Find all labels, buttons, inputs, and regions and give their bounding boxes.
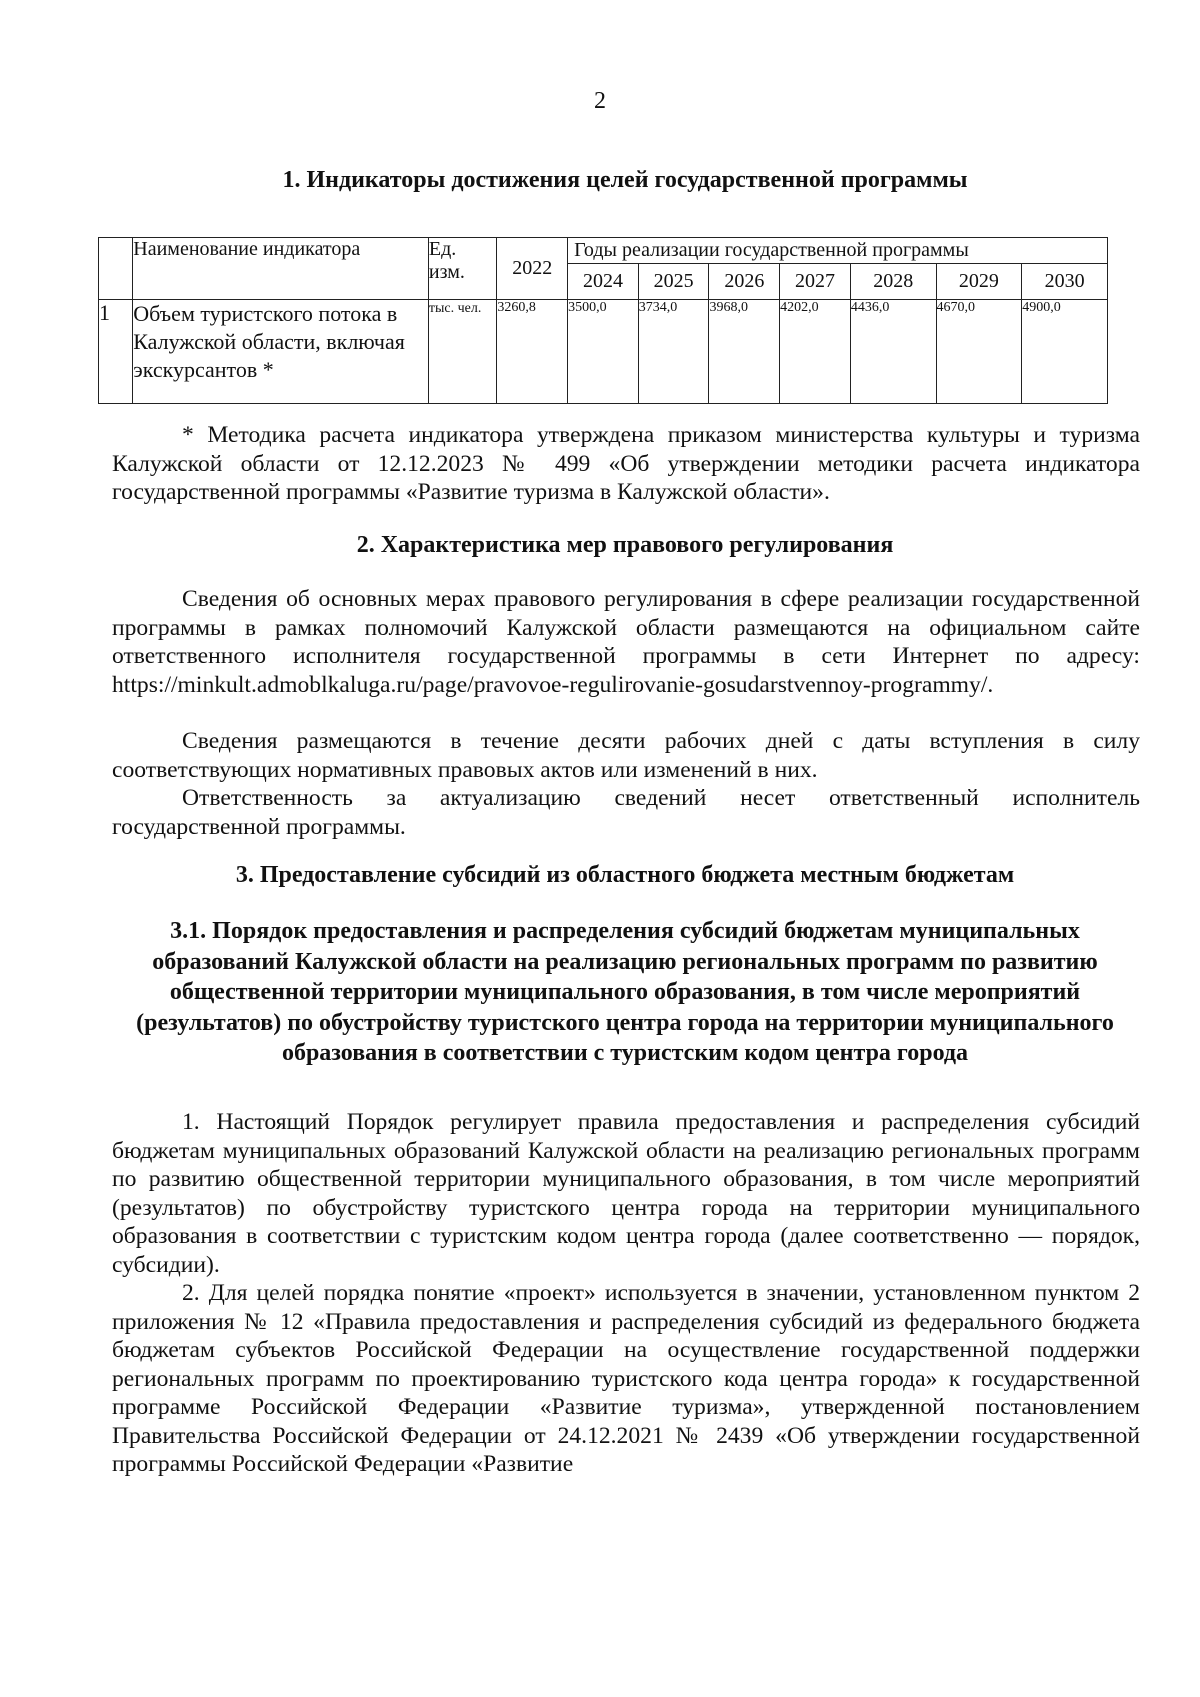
header-indicator-name: Наименование индикатора [133,238,429,300]
header-year: 2028 [850,264,936,300]
year-value: 3500,0 [568,300,639,404]
base-value: 3260,8 [497,300,568,404]
header-year: 2026 [709,264,780,300]
indicator-name: Объем туристского потока в Калужской области, включая экскурсантов * [133,300,429,404]
year-value: 4436,0 [850,300,936,404]
section-3-title: 3. Предоставление субсидий из областного бюджета местным бюджетам [235,862,1015,888]
header-base-year: 2022 [497,238,568,300]
year-value: 4900,0 [1022,300,1108,404]
header-year: 2029 [936,264,1022,300]
section-2-paragraph-1: Сведения об основных мерах правового регулирования в сфере реализации государственной программы в рамках полномочий Калужской области размещаются на официальном сайте ответственного исполнителя государственной программы в сети Интернет по адресу: https://minkult.admoblkaluga.ru/page/pravovoe-regulirovanie-gosudarstvennoy-programmy/. [112,586,1140,698]
section-2-paragraph-2: Сведения размещаются в течение десяти рабочих дней с даты вступления в силу соответствующих нормативных правовых актов или изменений в них. [112,728,1140,783]
year-value: 3734,0 [638,300,709,404]
header-year: 2027 [780,264,851,300]
section-1-title: 1. Индикаторы достижения целей государственной программы [282,167,968,193]
header-year: 2030 [1022,264,1108,300]
indicator-unit: тыс. чел. [428,300,497,404]
year-value: 4202,0 [780,300,851,404]
year-value: 4670,0 [936,300,1022,404]
header-years-group: Годы реализации государственной программы [568,238,1108,264]
header-unit: Ед. изм. [428,238,497,300]
section-2-title: 2. Характеристика мер правового регулирования [356,532,894,558]
header-year: 2025 [638,264,709,300]
section-3-1-title: 3.1. Порядок предоставления и распределения субсидий бюджетам муниципальных образований Калужской области на реализацию региональных программ по развитию общественной территории муниципального образования, в том числе мероприятий (результатов) по обустройству туристского центра города на территории муниципального образования в соответствии с туристским кодом центра города [136,918,1114,1066]
indicators-table [98,237,1108,404]
section-3-paragraph-1: 1. Настоящий Порядок регулирует правила предоставления и распределения субсидий бюджетам муниципальных образований Калужской области на реализацию региональных программ по развитию общественной территории муниципального образования, в том числе мероприятий (результатов) по обустройству туристского центра города на территории муниципального образования в соответствии с туристским кодом центра города (далее соответственно — порядок, субсидии). [112,1109,1140,1278]
section-2-paragraph-3: Ответственность за актуализацию сведений несет ответственный исполнитель государственной программы. [112,785,1140,840]
row-number: 1 [99,300,133,404]
header-number-cell [99,238,133,300]
section-3-paragraph-2: 2. Для целей порядка понятие «проект» используется в значении, установленном пунктом 2 приложения № 12 «Правила предоставления и распределения субсидий из федерального бюджета бюджетам субъектов Российской Федерации на осуществление государственной поддержки региональных программ по проектированию туристского кода центра города» к государственной программе Российской Федерации «Развитие туризма», утвержденной постановлением Правительства Российской Федерации от 24.12.2021 № 2439 «Об утверждении государственной программы Российской Федерации «Развитие [112,1280,1140,1477]
year-value: 3968,0 [709,300,780,404]
page-number: 2 [594,88,606,114]
header-year: 2024 [568,264,639,300]
footnote: * Методика расчета индикатора утверждена приказом министерства культуры и туризма Калужской области от 12.12.2023 № 499 «Об утверждении методики расчета индикатора государственной программы «Развитие туризма в Калужской области». [112,422,1140,505]
table-row [99,300,1108,404]
